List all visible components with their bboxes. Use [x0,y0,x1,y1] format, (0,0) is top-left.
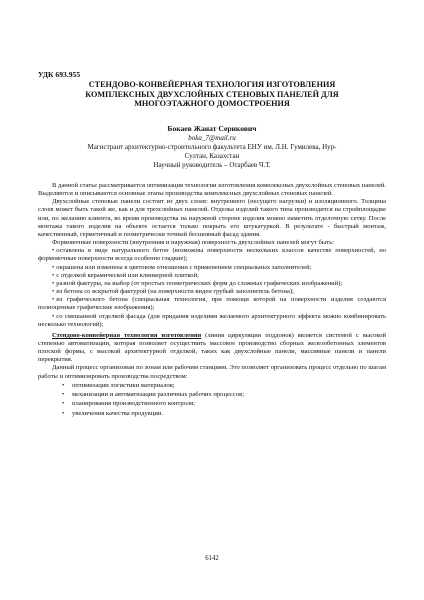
author-name: Бокаев Жанат Серикович [167,124,257,133]
affiliation-line: Султан, Казахстан [184,151,240,160]
list-item: • разной фактуры, на выбор (от простых геометрических форм до сложных графических изображений); [52,279,343,287]
bullet-marker: • [62,391,65,399]
list-item: • планирования производственного контроля; [62,400,195,408]
list-item: • со смешанной отделкой фасада (для придания изделиям желаемого архитектурного эффекта можно комбинировать несколько технологий); [38,312,386,328]
udk-code: УДК 693.955 [38,70,81,79]
bullet-marker: • [52,263,55,271]
body-paragraph: Стендово-конвейерная технология изготовления (линия циркуляции поддонов) является системой с высокой степенью автоматизации, которая позволяет осуществить массовое производство сборных железобетонных элементов плоской формы, с высокой архитектурной отделкой, таких как двухслойные панели, массивные панели и панели перекрытия. [38,331,387,364]
title-line: КОМПЛЕКСНЫХ ДВУХСЛОЙНЫХ СТЕНОВЫХ ПАНЕЛЕЙ ДЛЯ [85,89,339,99]
list-item: • механизации и автоматизации различных рабочих процессов; [62,391,245,399]
list-item: • увеличения качества продукции. [62,409,164,417]
bullet-marker: • [52,271,55,279]
bullet-marker: • [62,400,65,408]
bullet-marker: • [52,312,55,320]
list-item: • окрашена или изменена в цветовом отношении с применением специальных заполнителей; [52,263,312,271]
paper-title [38,80,386,109]
bullet-marker: • [62,409,65,417]
list-item: • из бетона со вскрытой фактурой (на поверхности виден грубый заполнитель бетона); [52,288,294,296]
title-line: МНОГОЭТАЖНОГО ДОМОСТРОЕНИЯ [134,99,290,109]
author-email: boka_7@mail.ru [188,134,236,142]
body-paragraph: Данный процесс организован по зонам или рабочим станциям. Это позволяет организовать процесс отдельно по шагам работы и оптимизировать производства посредством: [38,364,386,380]
body-paragraph: Двухслойные стеновые панели состоят из двух слоев: внутреннего (несущего нагрузки) и изоляционного. Толщина слоев может быть такой же, как и для трехслойных панелей. Отделка изделий такого типа производится на стройплощадке или, по желанию клиента, во время производства на наружной стороне изделия можно наметить отделочную сетку. После монтажа такого изделия на объекте остается только покрыть его штукатуркой. В результате - быстрый монтаж, качественный, герметичный и геометрически точный бесшовный фасад здания. [38,198,386,238]
article-body [38,182,386,419]
affiliation-line: Научный руководитель – Отарбаев Ч.Т. [153,160,271,169]
list-item: • из графического бетона (специальная технология, при помощи которой на поверхности изделия создаются полноценные графические изображения); [38,296,386,312]
title-line: СТЕНДОВО-КОНВЕЙЕРНАЯ ТЕХНОЛОГИЯ ИЗГОТОВЛЕНИЯ [88,80,336,89]
key-term: Стендово-конвейерная технология изготовления [52,331,202,339]
affiliation-line: Магистрант архитектурно-строительного факультета ЕНУ им. Л.Н. Гумилева, Нур- [87,143,337,151]
bullet-marker: • [52,279,55,287]
list-item: • с отделкой керамической или клинкерной плиткой; [52,271,199,279]
surface-list [38,247,386,329]
list-item: • оставлена в виде натурального бетон (возможны поверхности нескольких классов качестве поверхностей, но формовочные поверхности всегда особенно гладкие); [38,247,386,263]
affiliation [38,143,386,169]
optimization-list [38,382,386,418]
bullet-marker: • [52,247,55,255]
bullet-marker: • [52,288,55,296]
bullet-marker: • [62,381,65,389]
list-item: • оптимизации логистики материалов; [62,381,175,389]
body-paragraph: Формовочные поверхности (внутренняя и наружная) поверхность двухслойных панелей могут быть: [52,239,334,247]
abstract-paragraph: В данной статье рассматривается оптимизация технологии изготовления комплексных двухслойных стеновых панелей. Выделяются и описываются основные этапы производства комплексных двухслойных стеновых панелей. [38,182,386,198]
page-number: 6142 [205,555,219,562]
bullet-marker: • [52,296,55,304]
